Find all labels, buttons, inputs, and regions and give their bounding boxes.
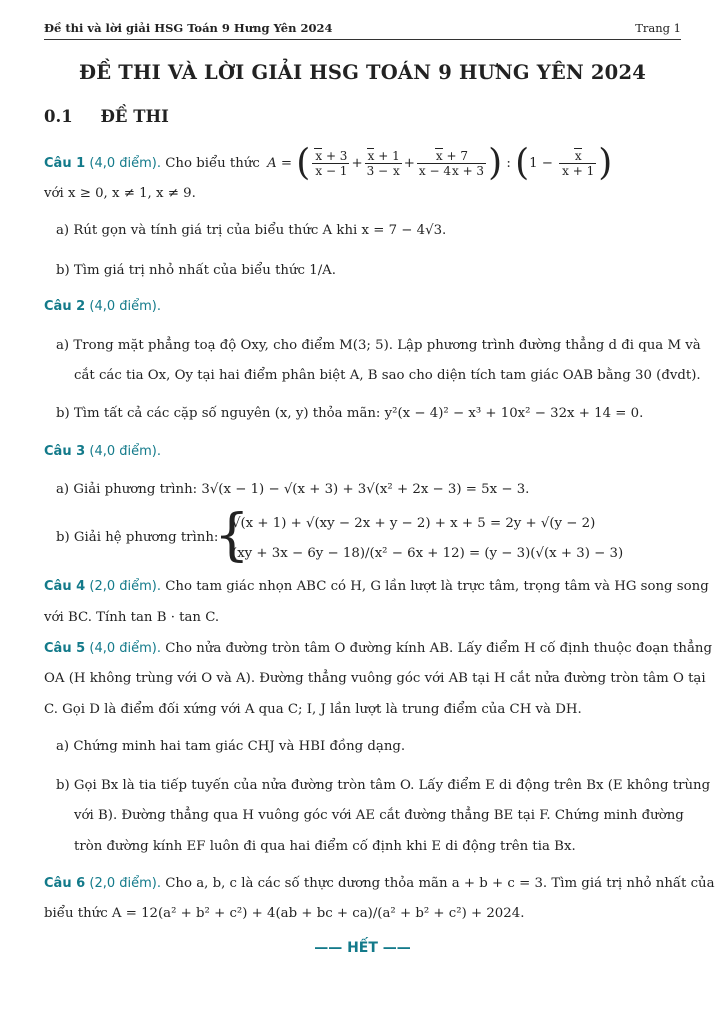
q1-condition: với x ≥ 0, x ≠ 1, x ≠ 9. bbox=[44, 186, 196, 201]
q1-part-b: b) Tìm giá trị nhỏ nhất của biểu thức 1/A. bbox=[56, 263, 337, 278]
q4-points: (2,0 điểm). bbox=[89, 579, 161, 594]
q5-line1 bbox=[44, 641, 712, 656]
q1-part-a: a) Rút gọn và tính giá trị của biểu thức A khi x = 7 − 4√3. bbox=[56, 223, 447, 238]
q6-text-1: Cho a, b, c là các số thực dương thỏa mãn a + b + c = 3. Tìm giá trị nhỏ nhất của bbox=[165, 876, 715, 891]
section-heading bbox=[44, 107, 169, 126]
q3-points: (4,0 điểm). bbox=[89, 444, 161, 459]
q5-part-b-line3: tròn đường kính EF luôn đi qua hai điểm cố định khi E di động trên tia Bx. bbox=[74, 839, 576, 854]
q5-line2: OA (H không trùng với O và A). Đường thẳng vuông góc với AB tại H cắt nửa đường tròn tâm O tại bbox=[44, 671, 706, 686]
q1-label: Câu 1 bbox=[44, 156, 86, 171]
q2-label: Câu 2 bbox=[44, 299, 86, 314]
q2-part-b: b) Tìm tất cả các cặp số nguyên (x, y) thỏa mãn: y²(x − 4)² − x³ + 10x² − 32x + 14 = 0. bbox=[56, 406, 644, 421]
page-header bbox=[44, 21, 681, 40]
q2-heading bbox=[44, 299, 161, 314]
q6-line1 bbox=[44, 876, 715, 891]
page-number: Trang 1 bbox=[635, 21, 681, 35]
q3-heading bbox=[44, 444, 161, 459]
q1-points: (4,0 điểm). bbox=[89, 156, 161, 171]
q6-points: (2,0 điểm). bbox=[89, 876, 161, 891]
q1-intro: Cho biểu thức bbox=[165, 156, 260, 171]
q6-line2: biểu thức A = 12(a² + b² + c²) + 4(ab + bc + ca)/(a² + b² + c²) + 2024. bbox=[44, 906, 525, 921]
q4-line1 bbox=[44, 579, 709, 594]
q5-points: (4,0 điểm). bbox=[89, 641, 161, 656]
q6-label: Câu 6 bbox=[44, 876, 86, 891]
q5-label: Câu 5 bbox=[44, 641, 86, 656]
q5-part-a: a) Chứng minh hai tam giác CHJ và HBI đồng dạng. bbox=[56, 739, 406, 754]
section-name: ĐỀ THI bbox=[100, 107, 169, 126]
q4-label: Câu 4 bbox=[44, 579, 86, 594]
section-number: 0.1 bbox=[44, 107, 73, 126]
q4-line2: với BC. Tính tan B · tan C. bbox=[44, 610, 220, 625]
q5-part-b-line2: với B). Đường thẳng qua H vuông góc với AE cắt đường thẳng BE tại F. Chứng minh đường bbox=[74, 808, 684, 823]
q3-equation-1: √(x + 1) + √(xy − 2x + y − 2) + x + 5 = 2y + √(y − 2) bbox=[232, 516, 596, 531]
end-marker: —— HẾT —— bbox=[314, 940, 411, 956]
system-brace: { bbox=[214, 503, 250, 568]
q2-part-a-line2: cắt các tia Ox, Oy tại hai điểm phân biệt A, B sao cho diện tích tam giác OAB bằng 30 (đvdt). bbox=[74, 368, 701, 383]
q4-text-1: Cho tam giác nhọn ABC có H, G lần lượt là trực tâm, trọng tâm và HG song song bbox=[165, 579, 709, 594]
q5-part-b-line1: b) Gọi Bx là tia tiếp tuyến của nửa đường tròn tâm O. Lấy điểm E di động trên Bx (E không trùng bbox=[56, 778, 711, 793]
q2-part-a-line1: a) Trong mặt phẳng toạ độ Oxy, cho điểm M(3; 5). Lập phương trình đường thẳng d đi qua M và bbox=[56, 338, 701, 353]
q1-statement: Câu 1 (4,0 điểm). Cho biểu thức A = ( $\frac{x + 3}{x - 1}$ + $\frac{x + 1}{3 - x}$ + $\frac{x + 7}{x - 4x + 3}$ ) : (1 − $\frac{x}{x + 1}$ ) bbox=[44, 142, 613, 184]
q3-part-a: a) Giải phương trình: 3√(x − 1) − √(x + 3) + 3√(x² + 2x − 3) = 5x − 3. bbox=[56, 482, 530, 497]
q3-part-b: b) Giải hệ phương trình: bbox=[56, 530, 219, 545]
q3-equation-2: (xy + 3x − 6y − 18)/(x² − 6x + 12) = (y − 3)(√(x + 3) − 3) bbox=[232, 546, 624, 561]
q3-label: Câu 3 bbox=[44, 444, 86, 459]
q5-text-1: Cho nửa đường tròn tâm O đường kính AB. Lấy điểm H cố định thuộc đoạn thẳng bbox=[165, 641, 713, 656]
q5-line3: C. Gọi D là điểm đối xứng với A qua C; I, J lần lượt là trung điểm của CH và DH. bbox=[44, 702, 582, 717]
q2-points: (4,0 điểm). bbox=[89, 299, 161, 314]
header-title: Đề thi và lời giải HSG Toán 9 Hưng Yên 2024 bbox=[44, 21, 333, 35]
document-title: ĐỀ THI VÀ LỜI GIẢI HSG TOÁN 9 HƯNG YÊN 2024 bbox=[78, 61, 646, 84]
